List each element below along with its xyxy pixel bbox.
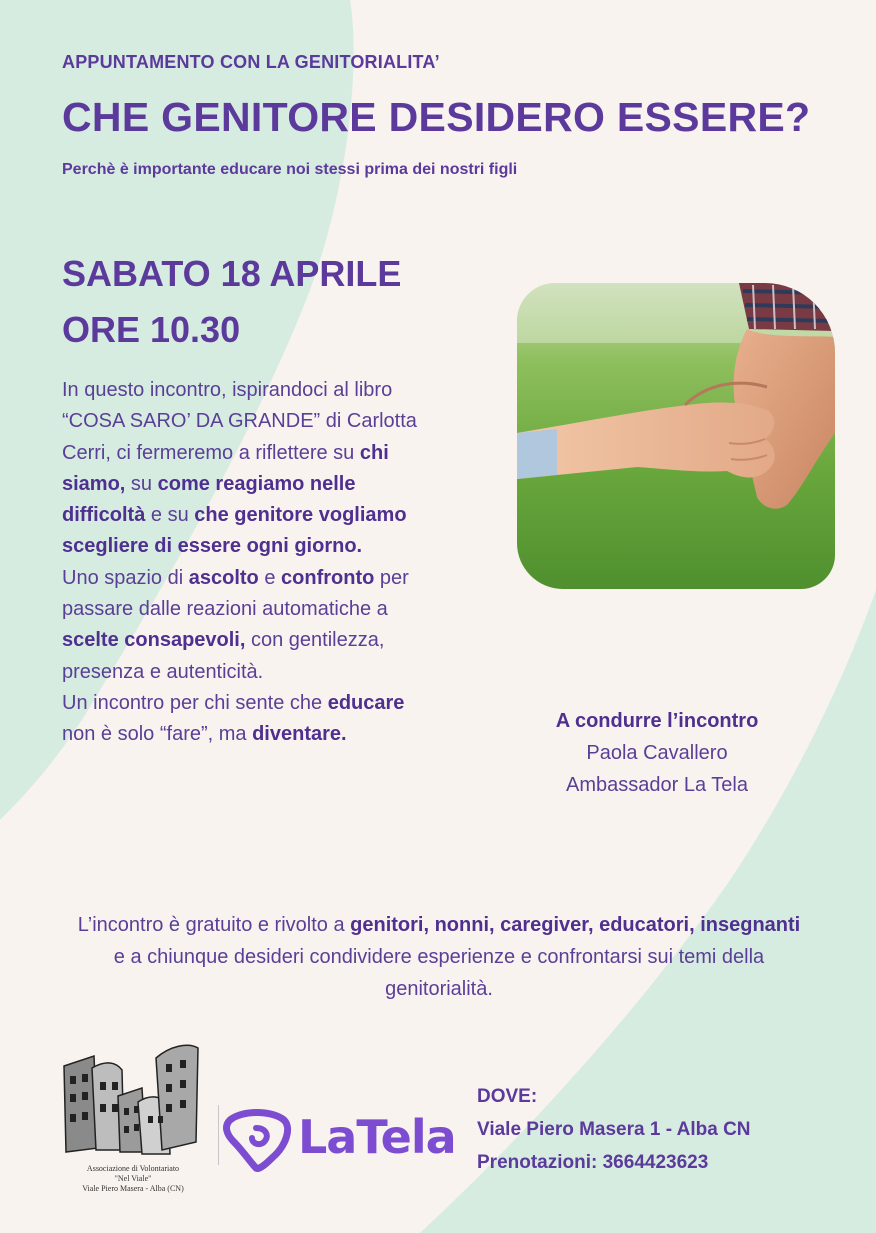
description-paragraph-2	[62, 563, 434, 688]
conductor-role: Ambassador La Tela	[566, 774, 748, 796]
booking-phone: Prenotazioni: 3664423623	[477, 1152, 709, 1173]
emphasis-text: che genitore vogliamo scegliere di essere ogni giorno.	[62, 504, 407, 558]
text-run: e su	[145, 504, 195, 527]
event-date: SABATO 18 APRILE	[62, 253, 402, 294]
text-run: con gentilezza, presenza e autenticità.	[62, 629, 385, 683]
emphasis-text: chi siamo,	[62, 441, 389, 495]
audience-note	[70, 909, 808, 1005]
location-label: DOVE:	[477, 1086, 538, 1107]
association-nickname: "Nel Viale"	[114, 1174, 152, 1183]
association-address: Viale Piero Masera - Alba (CN)	[82, 1184, 184, 1193]
text-run: Un incontro per chi sente che	[62, 691, 328, 714]
event-datetime	[62, 246, 401, 358]
emphasis-text: genitori, nonni, caregiver, educatori, insegnanti	[350, 914, 801, 936]
conductor-heading: A condurre l’incontro	[555, 710, 759, 732]
page-title: CHE GENITORE DESIDERO ESSERE?	[62, 94, 811, 140]
event-description	[62, 375, 434, 751]
description-paragraph-1	[62, 375, 434, 563]
latela-wordmark: LaTela	[298, 1110, 456, 1164]
text-run: e	[258, 566, 282, 589]
location-address: Viale Piero Masera 1 - Alba CN	[477, 1119, 751, 1140]
text-run: In questo incontro, ispirandoci al libro “COSA SARO’ DA GRANDE” di Carlotta Cerri, ci fermeremo a riflettere su	[62, 379, 417, 464]
latela-logo	[222, 1106, 456, 1172]
description-paragraph-3	[62, 688, 434, 751]
event-time: ORE 10.30	[62, 309, 241, 350]
conductor-info	[500, 705, 814, 801]
text-run: per passare dalle reazioni automatiche a	[62, 566, 409, 621]
text-run: non è solo “fare”, ma	[62, 723, 253, 746]
text-run: e a chiunque desideri condividere esperienze e confrontarsi sui temi della genitorialità.	[113, 946, 765, 1000]
association-name: Associazione di Volontariato	[86, 1164, 180, 1173]
text-run: su	[125, 472, 158, 495]
event-kicker: APPUNTAMENTO CON LA GENITORIALITA’	[62, 52, 440, 72]
emphasis-text: confronto	[281, 566, 375, 589]
page-subtitle: Perchè è importante educare noi stessi prima dei nostri figli	[62, 161, 518, 178]
emphasis-text: scelte consapevoli,	[62, 629, 246, 652]
logo-divider	[218, 1105, 219, 1165]
conductor-name: Paola Cavallero	[586, 742, 728, 764]
text-run: L’incontro è gratuito e rivolto a	[77, 914, 351, 936]
emphasis-text: diventare.	[252, 723, 347, 746]
emphasis-text: educare	[327, 691, 405, 714]
hand-holding-illustration	[517, 283, 835, 589]
emphasis-text: ascolto	[188, 566, 259, 589]
text-run: Uno spazio di	[62, 566, 189, 589]
latela-spiral-icon	[222, 1106, 292, 1172]
location-info	[477, 1080, 751, 1179]
association-logo	[58, 1038, 208, 1198]
emphasis-text: come reagiamo nelle difficoltà	[62, 472, 356, 527]
hand-holding-photo	[517, 283, 835, 589]
buildings-icon	[58, 1038, 208, 1160]
